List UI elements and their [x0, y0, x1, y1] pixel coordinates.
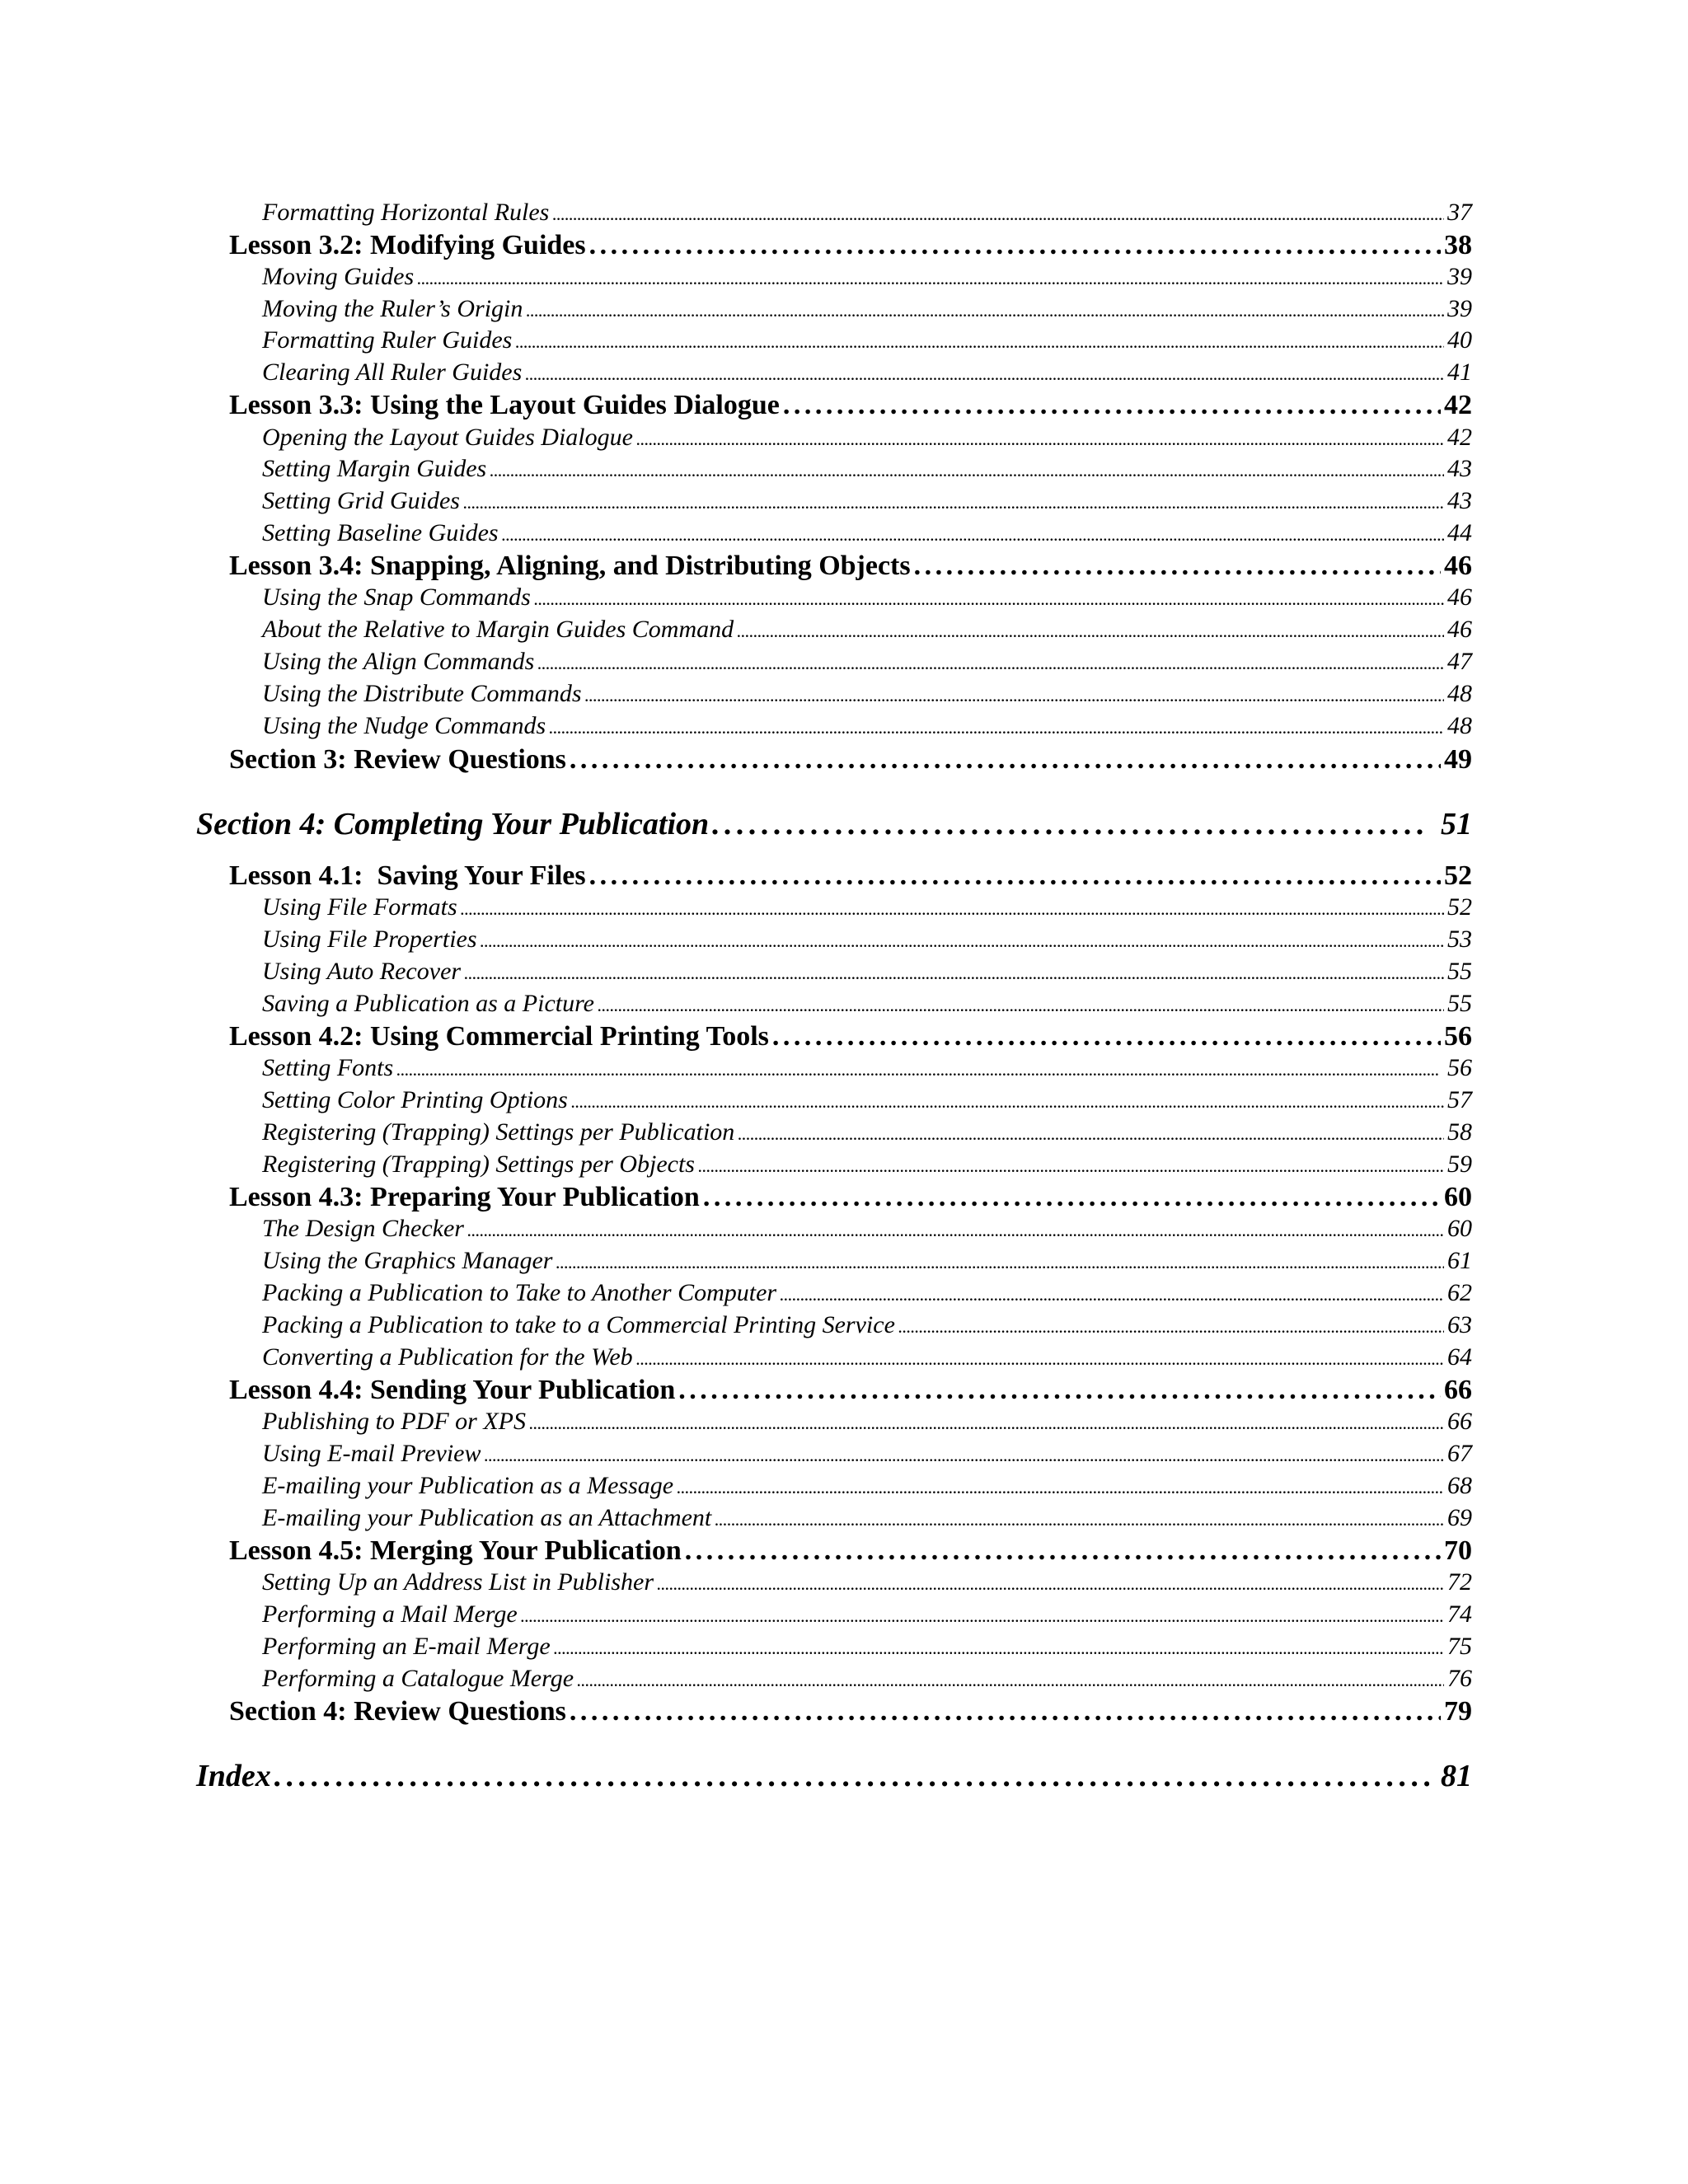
toc-entry-lesson-3-4[interactable] [229, 550, 1472, 583]
toc-entry-page: 41 [1447, 359, 1472, 386]
toc-entry-trapping-per-publication[interactable] [262, 1117, 1472, 1150]
toc-entry-publishing-pdf-xps[interactable] [262, 1406, 1472, 1439]
toc-entry-title: Moving the Ruler’s Origin [262, 295, 523, 322]
toc-entry-using-align-commands[interactable] [262, 646, 1472, 679]
toc-entry-trapping-per-objects[interactable] [262, 1149, 1472, 1182]
dot-leader [549, 710, 1444, 743]
toc-entry-page: 59 [1447, 1151, 1472, 1178]
toc-entry-title: Formatting Ruler Guides [262, 326, 513, 354]
toc-entry-page: 58 [1447, 1118, 1472, 1146]
toc-entry-relative-to-margin-guides[interactable] [262, 614, 1472, 647]
dot-leader [534, 582, 1444, 615]
toc-entry-page: 40 [1447, 326, 1472, 354]
toc-entry-title: Lesson 4.1: Saving Your Files [229, 860, 586, 891]
toc-entry-emailing-as-attachment[interactable] [262, 1502, 1472, 1535]
toc-entry-title: Performing a Mail Merge [262, 1601, 518, 1628]
toc-entry-title: Converting a Publication for the Web [262, 1343, 633, 1371]
dot-leader [526, 293, 1444, 326]
toc-entry-page: 38 [1444, 230, 1472, 260]
toc-entry-lesson-4-4[interactable] [229, 1374, 1472, 1407]
toc-entry-page: 64 [1447, 1343, 1472, 1371]
dot-leader [521, 1599, 1444, 1632]
toc-entry-title: Using the Nudge Commands [262, 712, 546, 739]
toc-entry-address-list[interactable] [262, 1567, 1472, 1600]
dot-leader [570, 1695, 1441, 1728]
toc-entry-using-auto-recover[interactable] [262, 956, 1472, 989]
toc-entry-title: Saving a Publication as a Picture [262, 990, 594, 1017]
toc-entry-title: E-mailing your Publication as a Message [262, 1472, 674, 1499]
toc-entry-title: Using the Snap Commands [262, 583, 531, 611]
dot-leader [467, 1213, 1444, 1246]
toc-entry-design-checker[interactable] [262, 1213, 1472, 1246]
toc-entry-saving-as-picture[interactable] [262, 988, 1472, 1021]
toc-entry-mail-merge[interactable] [262, 1599, 1472, 1632]
toc-entry-page: 51 [1441, 807, 1472, 841]
toc-entry-title: Section 4: Review Questions [229, 1696, 566, 1727]
dot-leader [772, 1020, 1441, 1053]
toc-entry-page: 81 [1441, 1759, 1472, 1793]
toc-entry-title: Moving Guides [262, 263, 415, 290]
dot-leader [657, 1567, 1444, 1600]
toc-entry-page: 47 [1447, 648, 1472, 675]
toc-entry-setting-grid-guides[interactable] [262, 485, 1472, 518]
dot-leader [685, 1535, 1441, 1568]
toc-entry-title: Lesson 4.2: Using Commercial Printing Tools [229, 1021, 769, 1052]
dot-leader [570, 743, 1441, 776]
toc-entry-title: Performing a Catalogue Merge [262, 1665, 574, 1692]
toc-entry-title: Lesson 3.2: Modifying Guides [229, 230, 586, 260]
toc-entry-opening-layout-guides[interactable] [262, 422, 1472, 455]
toc-entry-email-preview[interactable] [262, 1438, 1472, 1471]
toc-entry-page: 66 [1444, 1375, 1472, 1405]
toc-entry-page: 52 [1447, 893, 1472, 921]
dot-leader [417, 261, 1444, 294]
dot-leader [502, 518, 1444, 551]
toc-entry-setting-baseline-guides[interactable] [262, 518, 1472, 551]
toc-entry-converting-for-web[interactable] [262, 1342, 1472, 1375]
dot-leader [715, 1502, 1444, 1535]
toc-entry-page: 76 [1447, 1665, 1472, 1692]
dot-leader [738, 1117, 1444, 1150]
toc-entry-email-merge[interactable] [262, 1631, 1472, 1664]
toc-entry-title: Using the Align Commands [262, 648, 535, 675]
toc-entry-title: Lesson 4.4: Sending Your Publication [229, 1375, 676, 1405]
dot-leader [525, 357, 1444, 390]
toc-entry-lesson-4-1[interactable] [229, 860, 1472, 893]
toc-entry-title: Using Auto Recover [262, 958, 462, 985]
toc-entry-title: Lesson 4.5: Merging Your Publication [229, 1535, 682, 1566]
dot-leader [515, 325, 1444, 358]
toc-entry-page: 74 [1447, 1601, 1472, 1628]
toc-entry-page: 39 [1447, 295, 1472, 322]
dot-leader [589, 229, 1441, 262]
toc-entry-page: 48 [1447, 712, 1472, 739]
toc-entry-setting-fonts[interactable] [262, 1052, 1472, 1085]
toc-entry-page: 44 [1447, 519, 1472, 546]
toc-entry-page: 55 [1447, 990, 1472, 1017]
toc-entry-title: Opening the Layout Guides Dialogue [262, 424, 633, 451]
toc-entry-graphics-manager[interactable] [262, 1245, 1472, 1278]
toc-entry-setting-margin-guides[interactable] [262, 453, 1472, 486]
toc-entry-title: The Design Checker [262, 1215, 464, 1242]
toc-entry-title: Registering (Trapping) Settings per Objects [262, 1151, 695, 1178]
dot-leader [571, 1085, 1444, 1118]
toc-entry-title: Publishing to PDF or XPS [262, 1408, 526, 1435]
toc-entry-lesson-4-5[interactable] [229, 1535, 1472, 1568]
dot-leader [464, 956, 1444, 989]
dot-leader [552, 197, 1444, 230]
toc-entry-color-printing-options[interactable] [262, 1085, 1472, 1118]
dot-leader [556, 1245, 1444, 1278]
toc-entry-title: Formatting Horizontal Rules [262, 199, 550, 226]
toc-entry-using-file-properties[interactable] [262, 924, 1472, 957]
toc-entry-page: 55 [1447, 958, 1472, 985]
toc-entry-title: Setting Baseline Guides [262, 519, 499, 546]
toc-entry-page: 61 [1447, 1247, 1472, 1274]
toc-entry-page: 75 [1447, 1633, 1472, 1660]
toc-entry-page: 72 [1447, 1568, 1472, 1596]
toc-entry-page: 42 [1444, 390, 1472, 420]
dot-leader [677, 1470, 1444, 1503]
toc-entry-title: Using the Distribute Commands [262, 680, 582, 707]
toc-entry-page: 37 [1447, 199, 1472, 226]
toc-entry-moving-guides[interactable] [262, 261, 1472, 294]
toc-entry-page: 57 [1447, 1086, 1472, 1113]
toc-entry-title: Setting Margin Guides [262, 455, 487, 482]
dot-leader [274, 1757, 1429, 1795]
toc-entry-lesson-4-2[interactable] [229, 1020, 1472, 1053]
toc-entry-page: 42 [1447, 424, 1472, 451]
toc-entry-page: 79 [1444, 1696, 1472, 1727]
dot-leader [537, 646, 1444, 679]
toc-entry-title: Using File Formats [262, 893, 457, 921]
toc-entry-title: About the Relative to Margin Guides Command [262, 616, 734, 643]
dot-leader [737, 614, 1444, 647]
toc-entry-page: 60 [1444, 1182, 1472, 1212]
toc-entry-lesson-3-2[interactable] [229, 229, 1472, 262]
dot-leader [914, 550, 1441, 583]
dot-leader [780, 1277, 1444, 1310]
toc-entry-lesson-4-3[interactable] [229, 1181, 1472, 1214]
toc-entry-using-nudge-commands[interactable] [262, 710, 1472, 743]
toc-entry-title: E-mailing your Publication as an Attachment [262, 1504, 712, 1531]
toc-entry-title: Setting Up an Address List in Publisher [262, 1568, 654, 1596]
dot-leader [698, 1149, 1444, 1182]
toc-entry-page: 53 [1447, 926, 1472, 953]
toc-entry-title: Index [196, 1759, 271, 1793]
dot-leader [577, 1663, 1444, 1696]
toc-entry-formatting-horizontal-rules[interactable] [262, 197, 1472, 230]
dot-leader [712, 805, 1429, 843]
toc-entry-title: Clearing All Ruler Guides [262, 359, 523, 386]
toc-entry-title: Setting Fonts [262, 1054, 394, 1081]
dot-leader [598, 988, 1444, 1021]
toc-entry-page: 43 [1447, 487, 1472, 514]
toc-entry-page: 69 [1447, 1504, 1472, 1531]
dot-leader [636, 422, 1444, 455]
toc-entry-catalogue-merge[interactable] [262, 1663, 1472, 1696]
toc-entry-page: 62 [1447, 1279, 1472, 1306]
toc-entry-title: Using File Properties [262, 926, 477, 953]
toc-entry-title: Performing an E-mail Merge [262, 1633, 551, 1660]
dot-leader [461, 892, 1444, 925]
toc-entry-page: 68 [1447, 1472, 1472, 1499]
toc-entry-title: Using the Graphics Manager [262, 1247, 553, 1274]
toc-entry-index[interactable] [196, 1757, 1472, 1795]
toc-entry-page: 70 [1444, 1535, 1472, 1566]
dot-leader [783, 389, 1441, 422]
toc-entry-lesson-3-3[interactable] [229, 389, 1472, 422]
dot-leader [490, 453, 1444, 486]
toc-entry-page: 46 [1447, 583, 1472, 611]
toc-entry-page: 49 [1444, 744, 1472, 775]
dot-leader [463, 485, 1444, 518]
toc-entry-page: 63 [1447, 1311, 1472, 1338]
toc-entry-title: Lesson 3.4: Snapping, Aligning, and Distributing Objects [229, 551, 911, 581]
dot-leader [396, 1052, 1444, 1085]
dot-leader [589, 860, 1441, 893]
toc-entry-page: 60 [1447, 1215, 1472, 1242]
toc-entry-page: 56 [1447, 1054, 1472, 1081]
toc-entry-title: Section 3: Review Questions [229, 744, 566, 775]
dot-leader [485, 1438, 1444, 1471]
toc-entry-section-4[interactable] [196, 805, 1472, 843]
dot-leader [703, 1181, 1441, 1214]
toc-entry-title: Registering (Trapping) Settings per Publication [262, 1118, 735, 1146]
toc-entry-using-file-formats[interactable] [262, 892, 1472, 925]
toc-entry-packing-another-computer[interactable] [262, 1277, 1472, 1310]
toc-entry-page: 43 [1447, 455, 1472, 482]
toc-entry-section-4-review[interactable] [229, 1695, 1472, 1728]
dot-leader [678, 1374, 1441, 1407]
toc-entry-using-distribute-commands[interactable] [262, 678, 1472, 711]
toc-entry-section-3-review[interactable] [229, 743, 1472, 776]
toc-entry-page: 67 [1447, 1440, 1472, 1467]
toc-entry-title: Lesson 3.3: Using the Layout Guides Dialogue [229, 390, 780, 420]
toc-entry-title: Section 4: Completing Your Publication [196, 807, 710, 841]
toc-entry-packing-printing-service[interactable] [262, 1310, 1472, 1343]
toc-entry-clearing-ruler-guides[interactable] [262, 357, 1472, 390]
toc-entry-formatting-ruler-guides[interactable] [262, 325, 1472, 358]
dot-leader [529, 1406, 1444, 1439]
toc-entry-page: 48 [1447, 680, 1472, 707]
toc-entry-page: 46 [1447, 616, 1472, 643]
toc-entry-page: 56 [1444, 1021, 1472, 1052]
toc-entry-title: Using E-mail Preview [262, 1440, 481, 1467]
toc-entry-page: 39 [1447, 263, 1472, 290]
dot-leader [898, 1310, 1444, 1343]
toc-entry-title: Setting Color Printing Options [262, 1086, 568, 1113]
dot-leader [554, 1631, 1444, 1664]
toc-entry-page: 66 [1447, 1408, 1472, 1435]
toc-entry-title: Setting Grid Guides [262, 487, 460, 514]
dot-leader [585, 678, 1444, 711]
toc-entry-using-snap-commands[interactable] [262, 582, 1472, 615]
toc-entry-page: 52 [1444, 860, 1472, 891]
dot-leader [636, 1342, 1444, 1375]
toc-entry-title: Packing a Publication to Take to Another Computer [262, 1279, 777, 1306]
toc-entry-emailing-as-message[interactable] [262, 1470, 1472, 1503]
dot-leader [481, 924, 1444, 957]
toc-entry-title: Packing a Publication to take to a Commercial Printing Service [262, 1311, 895, 1338]
toc-entry-page: 46 [1444, 551, 1472, 581]
toc-entry-moving-rulers-origin[interactable] [262, 293, 1472, 326]
toc-entry-title: Lesson 4.3: Preparing Your Publication [229, 1182, 700, 1212]
